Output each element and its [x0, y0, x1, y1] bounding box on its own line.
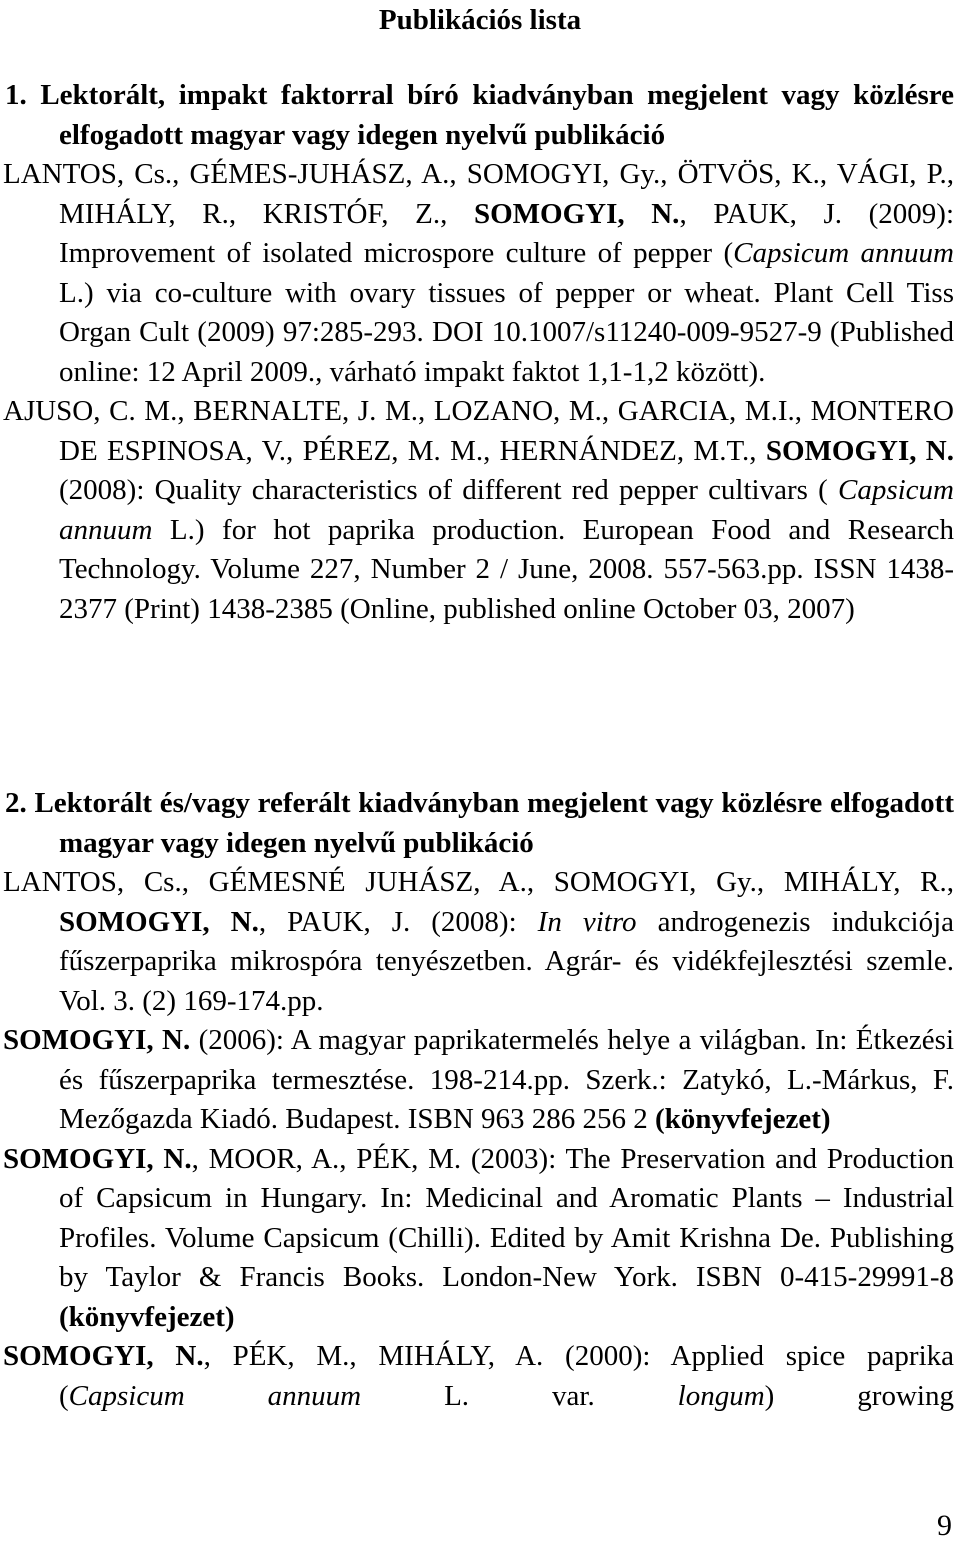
publication-entry [0, 155, 960, 392]
highlighted-author: SOMOGYI, N. [59, 905, 259, 938]
publication-entry [0, 1140, 960, 1338]
section-refereed-impact [0, 76, 960, 629]
species-name: Capsicum annuum [68, 1379, 362, 1412]
page-title: Publikációs lista [378, 4, 582, 36]
publication-entry [0, 1337, 960, 1416]
citation-text: , PAUK, J. (2008): [258, 905, 538, 938]
citation-text: androgenezis indukciója fűszerpaprika mikrospóra tenyészetben. Agrár- és vidékfejlesztési szemle. Vol. 3. (2) 169-174.pp. [59, 905, 955, 1017]
authors-text: LANTOS, Cs., GÉMESNÉ JUHÁSZ, A., SOMOGYI, Gy., MIHÁLY, R., [3, 866, 954, 898]
section-heading: 2. Lektorált és/vagy referált kiadványban megjelent vagy közlésre elfogadott magyar vagy idegen nyelvű publikáció [5, 787, 954, 859]
authors-text: AJUSO, C. M., BERNALTE, J. M., LOZANO, M., GARCIA, M.I., MONTERO DE ESPINOSA, V., PÉREZ, M. M., HERNÁNDEZ, M.T., [3, 395, 954, 467]
section-refereed-other [0, 784, 960, 1416]
species-name: Capsicum annuum [733, 237, 954, 269]
page-number: 9 [937, 1509, 952, 1542]
publication-entry [0, 863, 960, 1021]
citation-text: L. var. [361, 1379, 678, 1412]
citation-text: (2008): Quality characteristics of different red pepper cultivars ( [59, 474, 838, 506]
publication-entry [0, 1021, 960, 1140]
book-chapter-label: (könyvfejezet) [59, 1300, 235, 1333]
citation-text: L.) via co-culture with ovary tissues of pepper or wheat. Plant Cell Tiss Organ Cult (2009) 97:285-293. DOI 10.1007/s11240-009-9527-9 (Published online: 12 April 2009., várható impakt faktot 1,1-1,2 között). [59, 276, 954, 388]
highlighted-author: SOMOGYI, N. [473, 197, 680, 230]
citation-text: (2006): A magyar paprikatermelés helye a világban. In: Étkezési és fűszerpaprika termesztése. 198-214.pp. Szerk.: Zatykó, L.-Márkus, F. Mezőgazda Kiadó. Budapest. ISBN 963 286 256 2 [59, 1024, 955, 1135]
citation-text: , MOOR, A., PÉK, M. (2003): The Preservation and Production of Capsicum in Hungary. In: Medicinal and Aromatic Plants – Industrial Profiles. Volume Capsicum (Chilli). Edited by Amit Krishna De. Publishing by Taylor & Francis Books. London-New York. ISBN 0-415-29991-8 [59, 1142, 955, 1293]
in-vitro-term: In vitro [537, 905, 637, 938]
citation-text: ) growing [764, 1379, 954, 1412]
publication-entry [0, 392, 960, 629]
species-name: Capsicum annuum [59, 474, 954, 546]
authors-text: LANTOS, Cs., GÉMES-JUHÁSZ, A., SOMOGYI, Gy., ÖTVÖS, K., VÁGI, P., MIHÁLY, R., KRISTÓF, Z., [3, 158, 954, 230]
highlighted-author: SOMOGYI, N. [765, 434, 954, 467]
citation-text: , PAUK, J. (2009): Improvement of isolated microspore culture of pepper ( [59, 197, 955, 269]
highlighted-author: SOMOGYI, N. [3, 1024, 191, 1056]
highlighted-author: SOMOGYI, N. [3, 1340, 204, 1372]
book-chapter-label: (könyvfejezet) [655, 1103, 831, 1135]
citation-text: L.) for hot paprika production. European Food and Research Technology. Volume 227, Number 2 / June, 2008. 557-563.pp. ISSN 1438-2377 (Print) 1438-2385 (Online, published online October 03, 2007) [59, 513, 954, 625]
section-heading: 1. Lektorált, impakt faktorral bíró kiadványban megjelent vagy közlésre elfogadott magyar vagy idegen nyelvű publikáció [5, 79, 954, 151]
citation-text: , PÉK, M., MIHÁLY, A. (2000): Applied spice paprika ( [59, 1340, 954, 1412]
variety-name: longum [677, 1379, 765, 1412]
highlighted-author: SOMOGYI, N. [3, 1142, 192, 1175]
